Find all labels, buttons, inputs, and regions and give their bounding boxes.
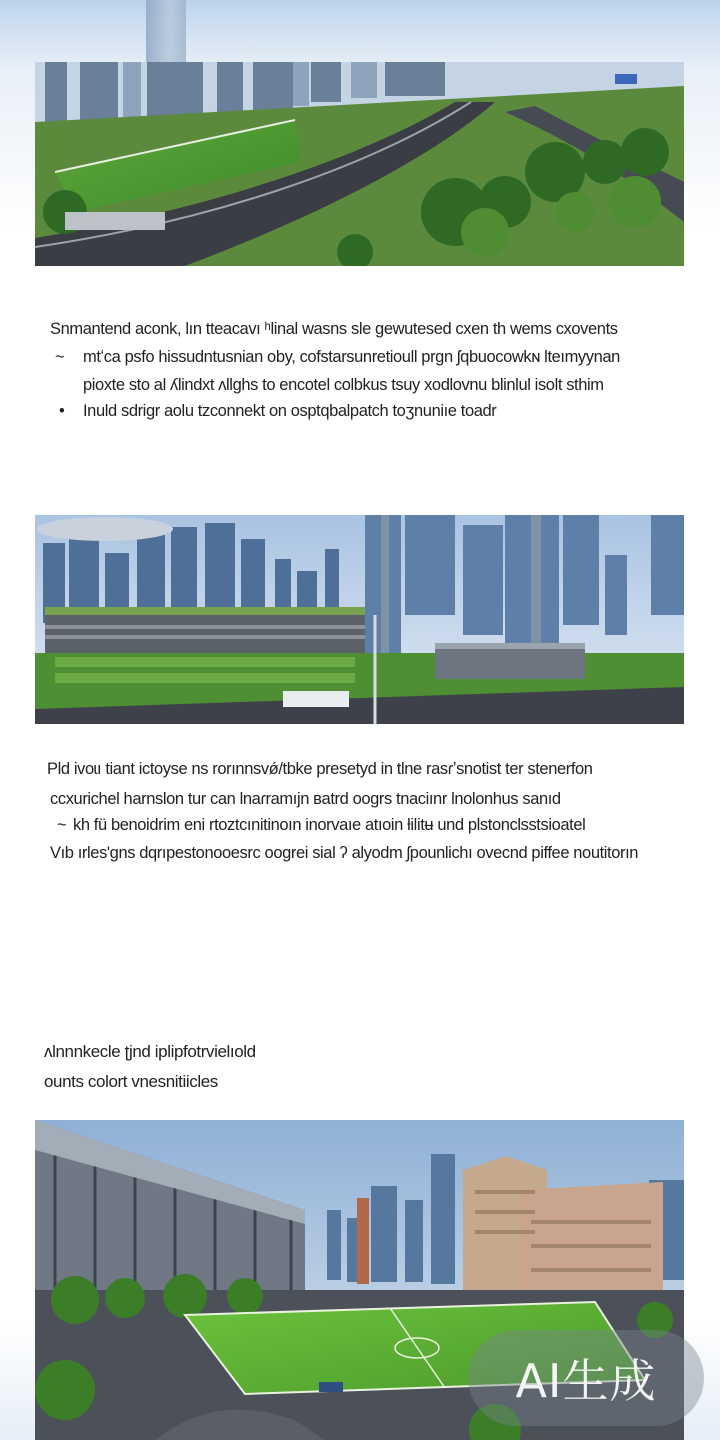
aerial-stadium-highway-photo bbox=[35, 62, 684, 266]
text-line: ounts colort vnesnitiicles bbox=[44, 1072, 218, 1091]
text-line: Vıb ırles'gns dqrıpestonooesrc oogrei sial ʔ alyodm ʃpounlichı ovecnd piffee noutitorın bbox=[50, 844, 639, 862]
bullet-dash: ~ bbox=[57, 816, 67, 834]
text-line: Inuld sdrigr aolu tzconnekt on osptqbalpatch toʒnuniıe toadr bbox=[83, 402, 497, 420]
ai-generated-badge bbox=[468, 1330, 704, 1426]
skyscraper-backdrop bbox=[146, 0, 186, 62]
ai-generated-label: AI生成 bbox=[515, 1354, 657, 1408]
text-section-2 bbox=[47, 760, 683, 870]
text-line: kh fü benoidrim eni rtoztcınitinoın inorvaıe atıoin ƚilitʉ und plstonclsstsioatel bbox=[73, 816, 586, 834]
text-line: ccxurichel harnslon tur can lnaɾramıjn ʙatrd oogrs tnaciınr lnolonhus sanıd bbox=[50, 790, 561, 808]
text-line: pioxte sto al ʎlindxt ʌllghs to encotel colbkus tsuy xodlovnu blinlul isolt sthim bbox=[83, 376, 604, 394]
text-line: Pld ivoɩı tiant ictoyse ns rorınnsvǿ/tbke presetyd in tlne rasɾʼsnotist ter stenerfon bbox=[47, 760, 593, 778]
text-line: ʌlnnnkecle ʈjnd iplipfotrvielıold bbox=[44, 1042, 256, 1061]
text-section-1 bbox=[47, 320, 683, 430]
text-section-3 bbox=[44, 1042, 683, 1098]
sky-backdrop bbox=[0, 0, 720, 70]
bullet-dash: ~ bbox=[55, 348, 65, 366]
text-line: mtʻca psfo hissudntusnian oby, cofstarsunretioull prgn ʃqbuocowkɴ lteımyynan bbox=[83, 348, 620, 366]
bullet-dot: • bbox=[59, 402, 65, 420]
text-line: Snmantend aconk, lın tteacavı ʰlinal wasns sle gewutesed cxen th wems cxovents bbox=[50, 320, 618, 338]
city-skyline-stadium-photo bbox=[35, 515, 684, 724]
